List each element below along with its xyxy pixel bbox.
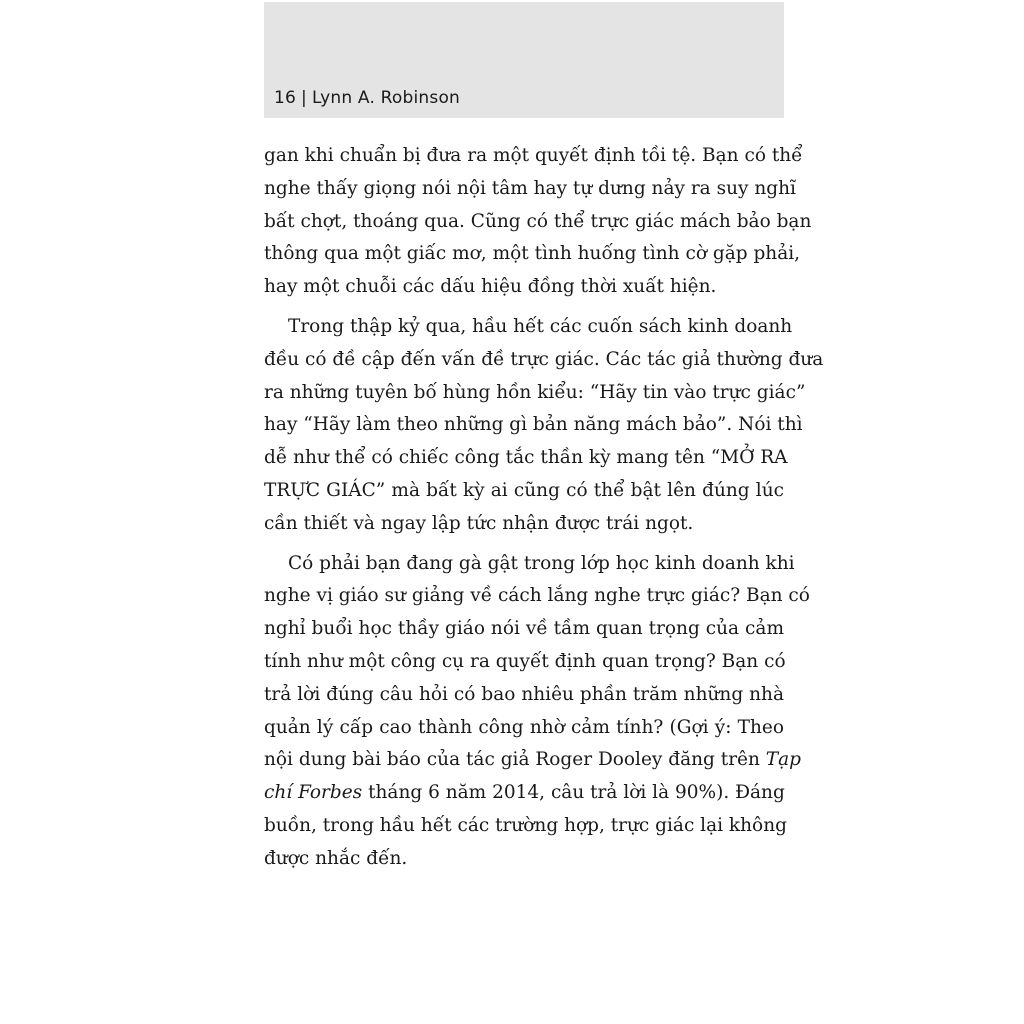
text-line: đều có đề cập đến vấn đề trực giác. Các tác giả thường đưa [264, 348, 824, 370]
text-line: trả lời đúng câu hỏi có bao nhiêu phần trăm những nhà [264, 683, 784, 705]
text-line: gan khi chuẩn bị đưa ra một quyết định tồi tệ. Bạn có thể [264, 145, 803, 166]
text-line: quản lý cấp cao thành công nhờ cảm tính? (Gợi ý: Theo [264, 716, 784, 738]
journal-title-part: chí Forbes [264, 782, 363, 804]
paragraph-3 [264, 548, 810, 876]
body-text [264, 140, 824, 876]
text-line: nghe vị giáo sư giảng về cách lắng nghe trực giác? Bạn có [264, 585, 810, 607]
author-name: Lynn A. Robinson [311, 88, 461, 108]
header-text [274, 88, 460, 108]
paragraph-2 [264, 311, 824, 541]
paragraph-1 [264, 140, 812, 304]
page-number: 16 [274, 88, 297, 108]
text-line: Trong thập kỷ qua, hầu hết các cuốn sách kinh doanh [288, 315, 793, 337]
text-line [264, 777, 784, 810]
text-line: nghe thấy giọng nói nội tâm hay tự dưng nảy ra suy nghĩ [264, 177, 796, 199]
text-line: bất chợt, thoáng qua. Cũng có thể trực giác mách bảo bạn [264, 210, 812, 232]
text-line: thông qua một giấc mơ, một tình huống tình cờ gặp phải, [264, 243, 801, 265]
text-line: cần thiết và ngay lập tức nhận được trái ngọt. [264, 512, 694, 534]
text-line [264, 744, 802, 777]
running-header [264, 2, 784, 118]
text-line: hay một chuỗi các dấu hiệu đồng thời xuất hiện. [264, 276, 717, 298]
text-line: nghỉ buổi học thầy giáo nói về tầm quan trọng của cảm [264, 618, 784, 640]
text-line: hay “Hãy làm theo những gì bản năng mách bảo”. Nói thì [264, 414, 803, 436]
header-separator: | [301, 88, 307, 108]
text-line: ra những tuyên bố hùng hồn kiểu: “Hãy tin vào trực giác” [264, 381, 806, 403]
text-line: buồn, trong hầu hết các trường hợp, trực giác lại không [264, 814, 787, 836]
text-line: dễ như thể có chiếc công tắc thần kỳ mang tên “MỞ RA [264, 447, 788, 469]
text-line: được nhắc đến. [264, 847, 408, 869]
text-line: TRỰC GIÁC” mà bất kỳ ai cũng có thể bật lên đúng lúc [264, 479, 784, 501]
text-segment: nội dung bài báo của tác giả Roger Dooley đăng trên [264, 749, 760, 771]
journal-title-part: Tạp [765, 749, 802, 771]
text-line: tính như một công cụ ra quyết định quan trọng? Bạn có [264, 650, 786, 672]
text-line: Có phải bạn đang gà gật trong lớp học kinh doanh khi [288, 552, 795, 574]
text-segment: tháng 6 năm 2014, câu trả lời là 90%). Đáng [368, 782, 785, 804]
